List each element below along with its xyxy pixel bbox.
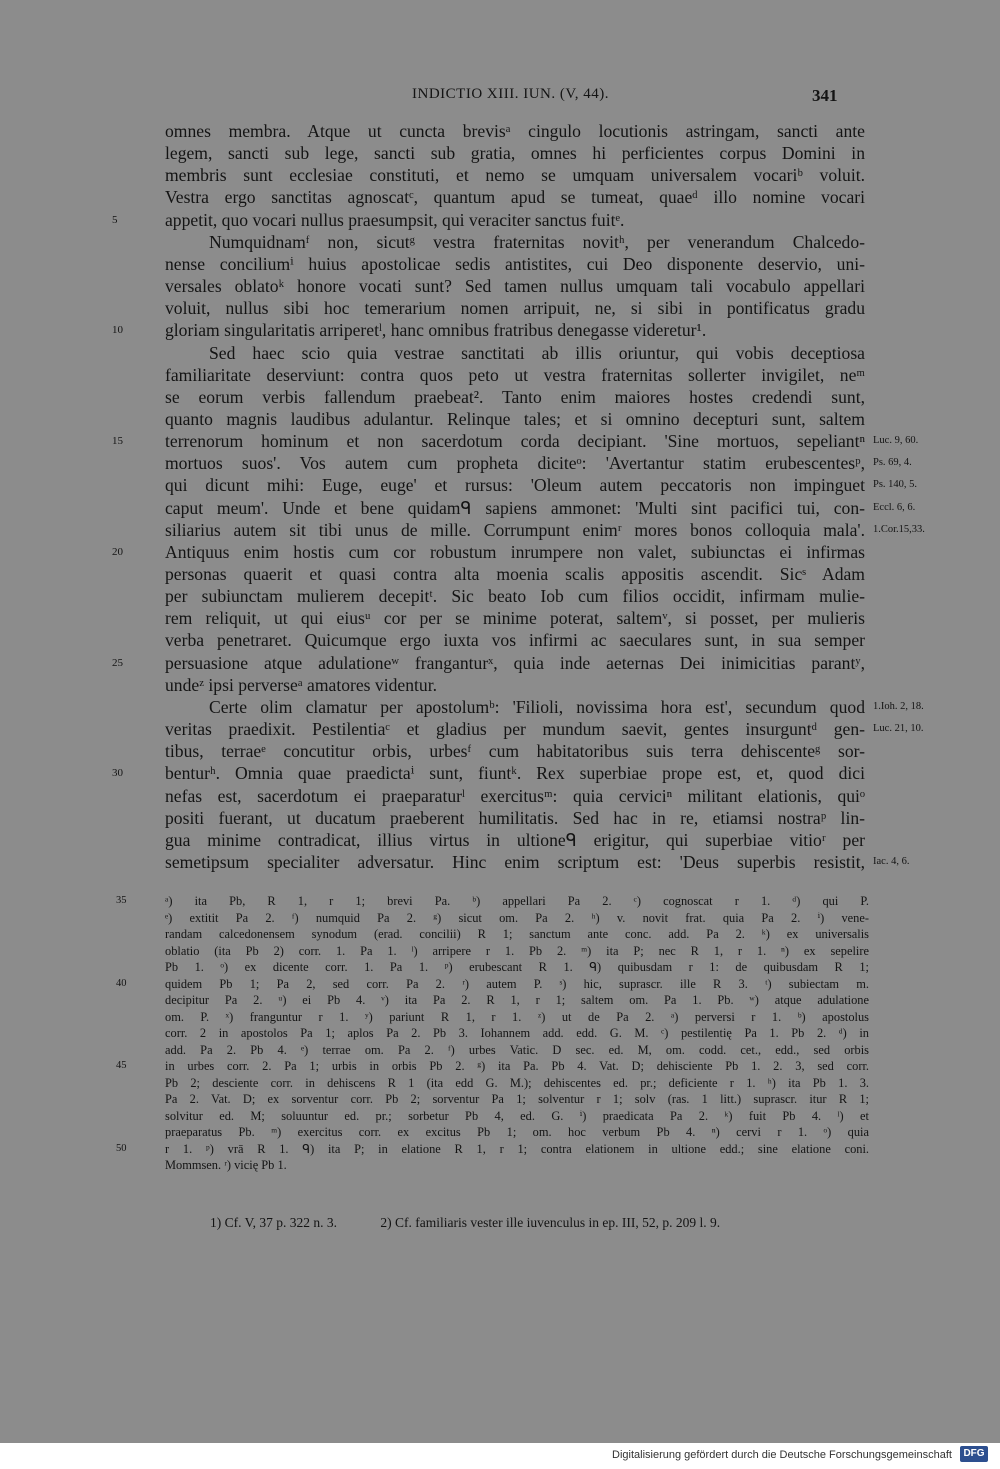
- line-number: 20: [112, 545, 123, 558]
- apparatus-line: oblatio (ita Pb 2) corr. 1. Pa 1. ˡ) arripere r 1. Pb 2. ᵐ) ita P; nec R 1, r 1. ⁿ) ex sepelire: [165, 943, 869, 958]
- text-line: legem, sancti sub lege, sancti sub gratia, omnes hi perficientes corpus Domini in: [165, 143, 865, 164]
- margin-reference: Iac. 4, 6.: [873, 855, 910, 867]
- text-line: mortuos suos'. Vos autem cum propheta diciteᵒ: 'Avertantur statim erubescentesᵖ,: [165, 453, 865, 474]
- text-line: siliarius autem sit tibi unus de mille. Corrumpunt enimʳ mores bonos colloquia mala'.: [165, 519, 865, 540]
- apparatus-line: om. P. ˣ) franguntur r 1. ʸ) pariunt R 1, r 1. ᶻ) ut de Pa 2. ᵃ) perversi r 1. ᵇ) apostolus: [165, 1009, 869, 1024]
- margin-reference: Luc. 21, 10.: [873, 723, 924, 735]
- text-line: gua minime contradicat, illius virtus in ultioneᑫ erigitur, qui superbiae vitioʳ per: [165, 829, 865, 850]
- apparatus-line: Mommsen. ʳ) vicię Pb 1.: [165, 1158, 287, 1172]
- text-line: caput meum'. Unde et bene quidamᑫ sapiens ammonet: 'Multi sint pacifici tui, con-: [165, 497, 865, 518]
- text-line: nefas est, sacerdotum ei praeparaturˡ exercitusᵐ: quia cerviciⁿ militant elationis, quiᵒ: [165, 785, 865, 806]
- line-number: 50: [116, 1142, 127, 1154]
- text-line: rem reliquit, ut qui eiusᵘ cor per se minime poterat, saltemᵛ, si posset, per mulieris: [165, 608, 865, 629]
- margin-reference: Ps. 69, 4.: [873, 457, 912, 469]
- line-number: 5: [112, 213, 118, 226]
- line-number: 30: [112, 767, 123, 780]
- text-line: undeᶻ ipsi perverseᵃ amatores videntur.: [165, 674, 437, 695]
- text-line: benturʰ. Omnia quae praedictaⁱ sunt, fiuntᵏ. Rex superbiae prope est, et, quod dici: [165, 763, 865, 784]
- apparatus-line: quidem Pb 1; Pa 2, sed corr. Pa 2. ʳ) autem P. ˢ) hic, suprascr. ille R 3. ᵗ) subiectam m.: [165, 976, 869, 991]
- apparatus-line: add. Pa 2. Pb 4. ᵉ) terrae om. Pa 2. ᶠ) urbes Vatic. D sec. ed. M, om. codd. cet., edd., sed orbis: [165, 1042, 869, 1057]
- page-number: 341: [812, 86, 838, 105]
- text-line: Certe olim clamatur per apostolumᵇ: 'Filioli, novissima hora est', secundum quod: [209, 696, 865, 717]
- apparatus-line: corr. 2 in apostolos Pa 1; aplos Pa 2. Pb 3. Iohannem add. edd. G. M. ᶜ) pestilentię Pa 1. Pb 2. ᵈ) in: [165, 1026, 869, 1040]
- text-line: verba penetraret. Quicumque ergo iuxta vos infirmi ac saeculares sunt, in sua semper: [165, 630, 865, 651]
- source-note: 1) Cf. V, 37 p. 322 n. 3.: [210, 1215, 338, 1230]
- margin-reference: Luc. 9, 60.: [873, 435, 919, 447]
- text-line: quanto magnis laudibus adulantur. Relinque tales; et si omnino decepturi sunt, saltem: [165, 408, 865, 429]
- apparatus-line: ᵉ) extitit Pa 2. ᶠ) numquid Pa 2. ᵍ) sicut om. Pa 2. ʰ) v. novit frat. quia Pa 2. ⁱ) vene-: [165, 910, 869, 925]
- running-head: INDICTIO XIII. IUN. (V, 44).: [412, 86, 610, 102]
- text-line: per subiunctam mulierem decepitᵗ. Sic beato Iob cum filios occidit, infirmam mulie-: [165, 586, 865, 607]
- text-line: versales oblatoᵏ honore vocati sunt? Sed tamen nullus umquam tali vocabulo appellari: [165, 276, 865, 297]
- line-number: 35: [116, 895, 127, 906]
- text-line: familiaritate deserviunt: contra quos peto ut vestra fraternitas sollerter invigilet, neᵐ: [165, 364, 865, 385]
- margin-reference: 1.Ioh. 2, 18.: [873, 700, 924, 712]
- line-number: 15: [112, 435, 123, 448]
- apparatus-line: randam calcedonensem synodum (erad. concilii) R 1; sanctum ante conc. add. Pa 2. ᵏ) ex universalis: [165, 927, 869, 941]
- text-line: Numquidnamᶠ non, sicutᵍ vestra fraternitas novitʰ, per venerandum Chalcedo-: [209, 231, 865, 252]
- text-line: terrenorum hominum et non sacerdotum corda decipiant. 'Sine mortuos, sepeliantⁿ: [165, 431, 865, 452]
- text-line: voluit, nullus sibi hoc temerarium nomen arripuit, ne, si sibi in pontificatus gradu: [165, 298, 865, 319]
- apparatus-line: Pb 1. ᵒ) ex dicente corr. 1. Pa 1. ᵖ) erubescant R 1. ᑫ) quibusdam r 1: de quibusdam R 1;: [165, 960, 869, 974]
- margin-reference: Eccl. 6, 6.: [873, 501, 916, 513]
- text-line: semetipsum specialiter adversatur. Hinc enim scriptum est: 'Deus superbis resistit,: [165, 851, 865, 872]
- apparatus-line: praeparatus Pb. ᵐ) exercitus corr. ex excitus Pb 1; om. hoc verbum Pb 4. ⁿ) cervi r 1. ᵒ) quia: [165, 1125, 869, 1139]
- apparatus-line: r 1. ᵖ) vrā R 1. ᑫ) ita P; in elatione R 1, r 1; contra elationem in ultione edd.; sine elatione coni.: [165, 1141, 869, 1156]
- text-line: Sed haec scio quia vestrae sanctitati ab illis oriuntur, qui vobis deceptiosa: [209, 342, 865, 363]
- apparatus-line: solvitur ed. M; soluuntur ed. pr.; sorbetur Pb 4, ed. G. ⁱ) praedicata Pa 2. ᵏ) fuit Pb 4. ˡ) et: [165, 1108, 869, 1123]
- apparatus-line: in urbes corr. 2. Pa 1; urbis in orbis Pb 2. ᵍ) ita Pa. Pb 4. Vat. D; dehisciente Pb 1. 2. 3, sed corr.: [165, 1059, 869, 1073]
- text-line: positi fuerant, ut ducatum praeberent humilitatis. Sed hac in re, etiamsi nostraᵖ lin-: [165, 807, 865, 828]
- source-notes: [210, 1214, 760, 1232]
- footer-credit: Digitalisierung gefördert durch die Deutsche Forschungsgemeinschaft: [612, 1449, 952, 1461]
- text-line: omnes membra. Atque ut cuncta brevisᵃ cingulo locutionis astringam, sancti ante: [165, 121, 865, 141]
- text-line: qui dicunt mihi: Euge, euge' et rursus: 'Oleum autem peccatoris non impinguet: [165, 475, 865, 496]
- text-line: persuasione atque adulationeʷ franganturˣ, quia inde aeternas Dei inimicitias parantʸ,: [165, 652, 865, 673]
- text-line: Antiquus enim hostis cum cor robustum inrumpere non valet, subiunctas ei infirmas: [165, 541, 865, 562]
- margin-reference: 1.Cor.15,33.: [873, 523, 925, 535]
- text-line: nense conciliumⁱ huius apostolicae sedis antistites, cui Deo disponente deservio, uni-: [165, 253, 865, 274]
- line-number: 10: [112, 324, 123, 337]
- text-line: tibus, terraeᵉ concutitur orbis, urbesᶠ cum habitatoribus suis terra dehiscenteᵍ sor-: [165, 741, 865, 762]
- text-line: membris sunt ecclesiae constituti, et nemo se umquam universalem vocariᵇ voluit.: [165, 165, 865, 186]
- text-line: Vestra ergo sanctitas agnoscatᶜ, quantum apud se tumeat, quaeᵈ illo nomine vocari: [165, 187, 865, 208]
- line-number: 45: [116, 1060, 127, 1071]
- dfg-logo: DFG: [960, 1446, 988, 1462]
- text-line: personas quaerit et quasi contra alta moenia scalis appositis ascendit. Sicˢ Adam: [165, 564, 865, 584]
- line-number: 40: [116, 977, 127, 989]
- apparatus-line: decipitur Pa 2. ᵘ) ei Pb 4. ᵛ) ita Pa 2. R 1, r 1; saltem om. Pa 1. Pb. ʷ) atque adulatione: [165, 993, 869, 1007]
- text-line: se eorum verbis fallendum praebeat². Tanto enim maiores hostes credendi sunt,: [165, 386, 865, 407]
- margin-reference: Ps. 140, 5.: [873, 479, 918, 491]
- apparatus-line: Pa 2. Vat. D; ex sorventur corr. Pb 2; sorventur Pa 1; solventur r 1; solv (ras. 1 litt.) suprascr. itur R 1;: [165, 1092, 869, 1106]
- line-number: 25: [112, 656, 123, 669]
- text-line: gloriam singularitatis arriperetˡ, hanc omnibus fratribus denegasse videretur¹.: [165, 320, 707, 341]
- text-line: appetit, quo vocari nullus praesumpsit, qui veraciter sanctus fuitᵉ.: [165, 209, 625, 230]
- source-note: 2) Cf. familiaris vester ille iuvenculus in ep. III, 52, p. 209 l. 9.: [380, 1215, 721, 1230]
- apparatus-line: Pb 2; desciente corr. in dehiscens R 1 (ita edd G. M.); dehiscentes ed. pr.; deficiente r 1. ʰ) ita Pb 1. 3.: [165, 1075, 869, 1090]
- text-line: veritas praedixit. Pestilentiaᶜ et gladius per mundum saevit, gentes insurguntᵈ gen-: [165, 719, 865, 740]
- apparatus-line: ᵃ) ita Pb, R 1, r 1; brevi Pa. ᵇ) appellari Pa 2. ᶜ) cognoscat r 1. ᵈ) qui P.: [165, 894, 869, 908]
